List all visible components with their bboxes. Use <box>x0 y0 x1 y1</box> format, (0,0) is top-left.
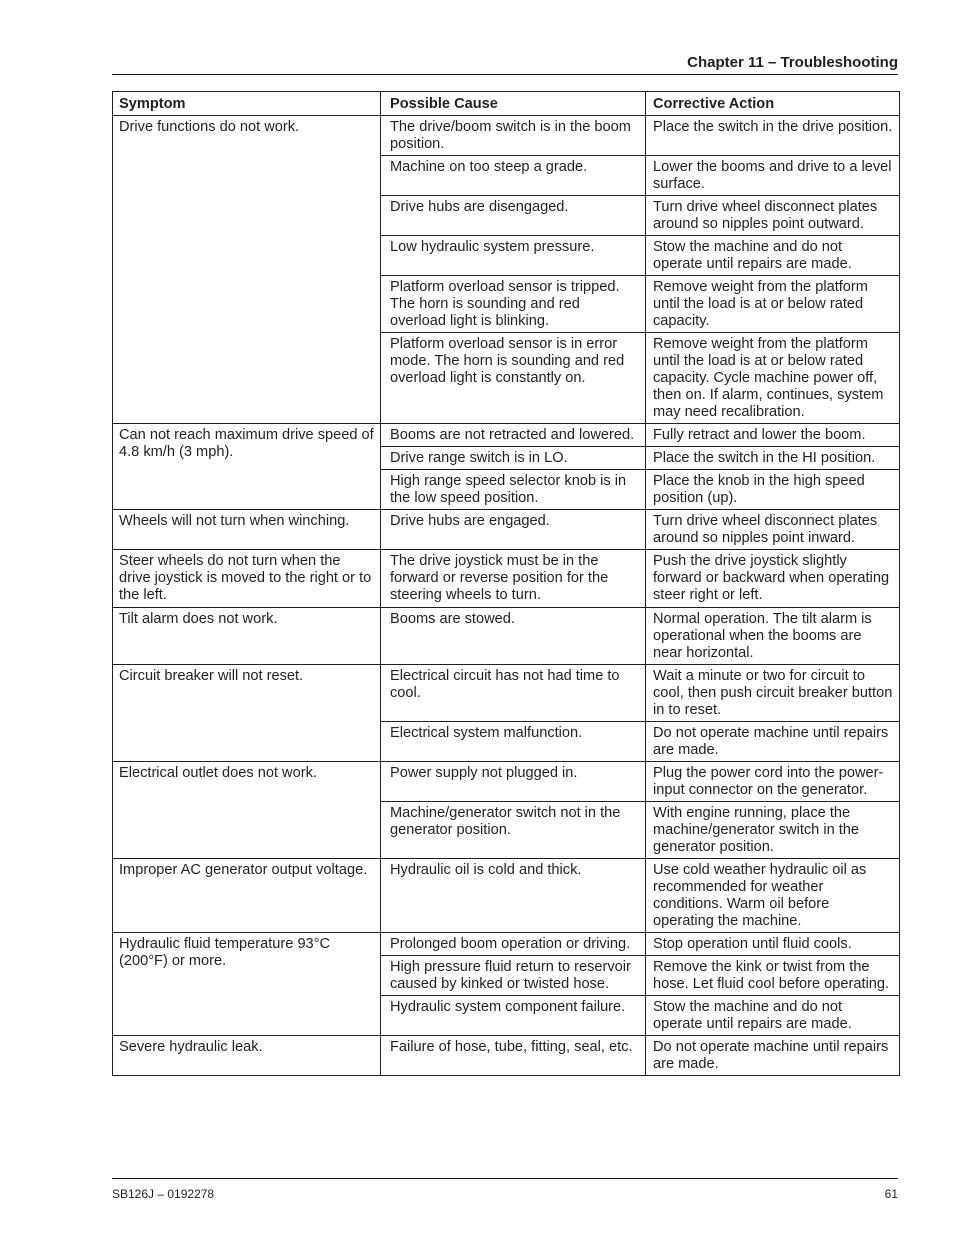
action-cell: Remove weight from the platform until the load is at or below rated capacity. <box>646 276 900 333</box>
cause-cell: High pressure fluid return to reservoir caused by kinked or twisted hose. <box>381 956 646 996</box>
action-cell: Wait a minute or two for circuit to cool, then push circuit breaker button in to reset. <box>646 665 900 722</box>
action-cell: Lower the booms and drive to a level surface. <box>646 156 900 196</box>
cause-cell: Drive hubs are disengaged. <box>381 196 646 236</box>
cause-cell: Hydraulic system component failure. <box>381 996 646 1036</box>
table-row <box>113 550 900 608</box>
cause-cell: Platform overload sensor is tripped. The horn is sounding and red overload light is blinking. <box>381 276 646 333</box>
table-row <box>113 762 900 802</box>
table-row <box>113 510 900 550</box>
action-cell: Normal operation. The tilt alarm is operational when the booms are near horizontal. <box>646 608 900 665</box>
action-cell: Fully retract and lower the boom. <box>646 424 900 447</box>
cause-cell: Failure of hose, tube, fitting, seal, etc. <box>381 1036 646 1076</box>
cause-cell: Prolonged boom operation or driving. <box>381 933 646 956</box>
action-cell: Place the knob in the high speed position (up). <box>646 470 900 510</box>
cause-cell: Machine/generator switch not in the generator position. <box>381 802 646 859</box>
cause-cell: Machine on too steep a grade. <box>381 156 646 196</box>
action-cell: With engine running, place the machine/generator switch in the generator position. <box>646 802 900 859</box>
header-rule <box>112 74 898 75</box>
symptom-cell: Severe hydraulic leak. <box>113 1036 381 1076</box>
cause-cell: Booms are stowed. <box>381 608 646 665</box>
action-cell: Turn drive wheel disconnect plates around so nipples point outward. <box>646 196 900 236</box>
symptom-cell: Hydraulic fluid temperature 93°C (200°F) or more. <box>113 933 381 1036</box>
symptom-cell: Can not reach maximum drive speed of 4.8 km/h (3 mph). <box>113 424 381 510</box>
cause-cell: Booms are not retracted and lowered. <box>381 424 646 447</box>
column-header-cause: Possible Cause <box>381 92 646 116</box>
column-header-action: Corrective Action <box>646 92 900 116</box>
cause-cell: Low hydraulic system pressure. <box>381 236 646 276</box>
table-row <box>113 116 900 156</box>
action-cell: Stow the machine and do not operate until repairs are made. <box>646 996 900 1036</box>
cause-cell: High range speed selector knob is in the low speed position. <box>381 470 646 510</box>
cause-cell: The drive joystick must be in the forward or reverse position for the steering wheels to turn. <box>381 550 646 608</box>
cause-cell: Electrical system malfunction. <box>381 722 646 762</box>
symptom-cell: Electrical outlet does not work. <box>113 762 381 859</box>
cause-cell: Drive range switch is in LO. <box>381 447 646 470</box>
action-cell: Place the switch in the drive position. <box>646 116 900 156</box>
action-cell: Remove weight from the platform until the load is at or below rated capacity. Cycle machine power off, then on. If alarm, continues, system may need recalibration. <box>646 333 900 424</box>
table-row <box>113 1036 900 1076</box>
column-header-symptom: Symptom <box>113 92 381 116</box>
cause-cell: Hydraulic oil is cold and thick. <box>381 859 646 933</box>
table-header-row <box>113 92 900 116</box>
action-cell: Remove the kink or twist from the hose. Let fluid cool before operating. <box>646 956 900 996</box>
document-id: SB126J – 0192278 <box>112 1187 215 1201</box>
symptom-cell: Drive functions do not work. <box>113 116 381 424</box>
cause-cell: Platform overload sensor is in error mode. The horn is sounding and red overload light is constantly on. <box>381 333 646 424</box>
cause-cell: Drive hubs are engaged. <box>381 510 646 550</box>
footer-rule <box>112 1178 898 1179</box>
cause-cell: Power supply not plugged in. <box>381 762 646 802</box>
table-body <box>113 116 900 1076</box>
table-row <box>113 424 900 447</box>
table-row <box>113 608 900 665</box>
cause-cell: Electrical circuit has not had time to cool. <box>381 665 646 722</box>
table-row <box>113 859 900 933</box>
action-cell: Do not operate machine until repairs are made. <box>646 1036 900 1076</box>
action-cell: Do not operate machine until repairs are made. <box>646 722 900 762</box>
action-cell: Use cold weather hydraulic oil as recommended for weather conditions. Warm oil before operating the machine. <box>646 859 900 933</box>
symptom-cell: Improper AC generator output voltage. <box>113 859 381 933</box>
troubleshooting-table <box>112 91 900 1076</box>
action-cell: Stop operation until fluid cools. <box>646 933 900 956</box>
page-number: 61 <box>884 1187 898 1201</box>
action-cell: Plug the power cord into the power-input connector on the generator. <box>646 762 900 802</box>
action-cell: Turn drive wheel disconnect plates around so nipples point inward. <box>646 510 900 550</box>
table-row <box>113 933 900 956</box>
table-head <box>113 92 900 116</box>
symptom-cell: Circuit breaker will not reset. <box>113 665 381 762</box>
action-cell: Stow the machine and do not operate until repairs are made. <box>646 236 900 276</box>
table-row <box>113 665 900 722</box>
cause-cell: The drive/boom switch is in the boom position. <box>381 116 646 156</box>
action-cell: Place the switch in the HI position. <box>646 447 900 470</box>
symptom-cell: Tilt alarm does not work. <box>113 608 381 665</box>
action-cell: Push the drive joystick slightly forward or backward when operating steer right or left. <box>646 550 900 608</box>
chapter-title: Chapter 11 – Troubleshooting <box>687 54 898 71</box>
symptom-cell: Steer wheels do not turn when the drive joystick is moved to the right or to the left. <box>113 550 381 608</box>
symptom-cell: Wheels will not turn when winching. <box>113 510 381 550</box>
